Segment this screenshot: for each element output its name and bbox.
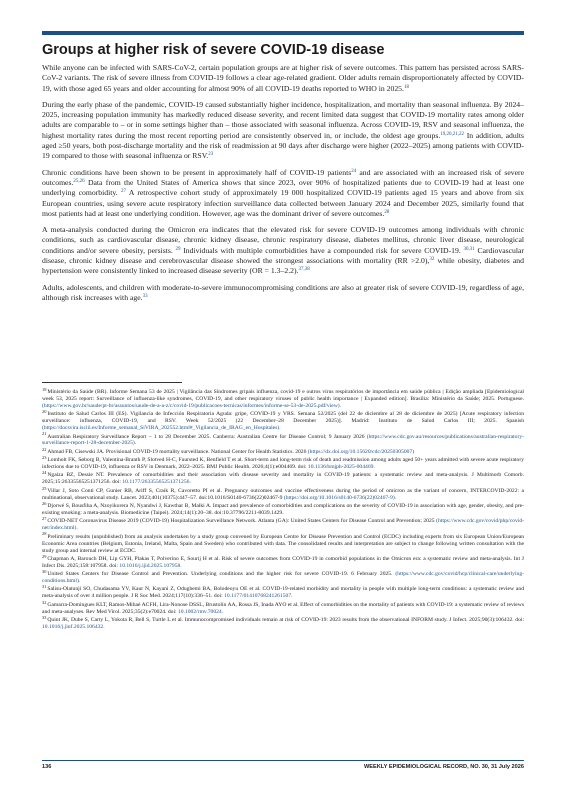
paragraph-text: while obesity, diabetes and hypertension were consistently linked to increased disease severity (OR = 1.3–2.2). [42, 256, 524, 276]
journal-name: WEEKLY EPIDEMIOLOGICAL RECORD, NO. 30, 31 July 2026 [364, 764, 524, 770]
footnote-link[interactable]: 10.1177/01410768241261507. [224, 593, 293, 600]
footnote-link[interactable]: 10.1177/26335565251371256. [122, 479, 191, 486]
paragraph-text: While anyone can be infected with SARS-CoV-2, certain population groups are at higher risk of severe outcomes. This pattern has persisted across SARS-CoV-2 variants. The risk of severe illness from COVID-19 follows a clear age-related gradient. Older adults remain disproportionately affected by COVID-19, with those aged 65 years and older accounting for almost 90% of all COVID-19 deaths reported to WHO in 2025. [42, 63, 524, 93]
reference-marker[interactable]: 32 [429, 257, 435, 263]
body-paragraph [42, 225, 524, 276]
reference-marker[interactable]: 37,38 [298, 267, 310, 273]
footnote-link[interactable]: (https://www.cdc.gov/covid/hcp/clinical-care/underlying-conditions.html). [42, 571, 524, 585]
footnote-text: Djorwé S, Bousfiha A, Nzoyikorera N, Nyandwi J, Kawthar B, Malki A. Impact and prevalence of comorbidities and complications on the severity of COVID-19 in association with age, gender, obesity, and pre-existing smoking: a meta-analysis. Biomedicine (Taipei). 2024;14(1):20–38. doi:10.37796/2211-8039.1429. [42, 503, 524, 516]
footnote-number: 22 [42, 446, 47, 452]
body-paragraph [42, 63, 524, 94]
paragraph-text: In addition, adults aged ≥50 years, both post-discharge mortality and the risk of readmission at 90 days after discharge were higher (2022–2025) among patients with COVID-19 compared to those with seasonal influenza or RSV. [42, 130, 524, 161]
footnote-link[interactable]: 10.1136/bmjph-2025-004469. [307, 464, 375, 471]
footnote-number: 30 [42, 568, 47, 574]
footnote-item [42, 568, 524, 585]
footnote-text: COVID-NET Coronavirus Disease 2019 (COVID-19) Hospitalization Surveillance Network. Atlanta (GA): United States Centers for Disease Control and Prevention; 2025 [47, 518, 435, 525]
footnote-item [42, 431, 524, 448]
footnote-number: 20 [42, 409, 47, 415]
footnote-item [42, 411, 524, 432]
reference-marker[interactable]: 23 [208, 152, 214, 158]
page-footer [42, 764, 524, 773]
paragraph-text: During the early phase of the pandemic, COVID-19 caused substantially higher incidence, hospitalization, and mortality than seasonal influenza. By 2024–2025, increasing population immunity has markedly reduced disease severity, and recent limited data suggest that COVID-19 mortality rates among older adults are comparable to – or in some settings higher than – those associated with seasonal influenza. Across COVID-19, RSV and seasonal influenza, the highest mortality rates during the most recent reporting period are consistently observed in, or include, the oldest age groups. [42, 99, 524, 140]
footnote-number: 32 [42, 599, 47, 605]
footnote-item [42, 485, 524, 502]
footnote-link[interactable]: (https://www.cdc.gov/covid/php/covid-net/index.html). [42, 518, 524, 532]
footnote-item [42, 446, 524, 456]
footnote-divider [42, 382, 182, 383]
paragraph-text: A meta-analysis conducted during the Omicron era indicates that the elevated risk for severe COVID-19 outcomes among individuals with chronic conditions, such as cardiovascular disease, chronic kidney disease, chronic respiratory disease, diabetes mellitus, chronic liver disease, neurological conditions and/or severe obesity, persists. [42, 225, 524, 255]
footnote-item [42, 454, 524, 471]
footnote-number: 18 [42, 386, 47, 392]
footnote-link[interactable]: (https://dx.doi.org/10.15620/cdc/20250305007) [307, 448, 415, 455]
reference-marker[interactable]: 18 [403, 84, 409, 90]
header-accent-bar [42, 31, 524, 35]
reference-marker[interactable]: 19,20,21,22 [440, 131, 465, 137]
section-title: Groups at higher risk of severe COVID-19 disease [42, 42, 385, 58]
paragraph-text: Data from the United States of America shows that since 2023, over 90% of hospitalized patients due to COVID-19 had at least one underlying comorbidity. [42, 177, 524, 198]
footnote-number: 33 [42, 614, 47, 620]
footnote-item [42, 472, 524, 486]
footnote-text: Salisu-Olatunji SO, Chudasama YV, Kaur N, Kayani Z, Odugbemi BA, Bolodeoyu OE et al. COVID-19-related morbidity and mortality in people with multiple long-term conditions: a systematic review and meta-analysis of over 4 million people. J R Soc Med. 2024;117(10):336–51. doi: [42, 586, 524, 600]
footnote-text: Villar J, Soto Conti CP, Gunier RB, Ariff S, Craik R, Cavoretto PI et al. Pregnancy outcomes and vaccine effectiveness during the period of omicron as the variant of concern, INTERCOVID-2022: a multinational, observational study. Lancet. 2023;401(10375):447–57. doi:10.1016/S0140-6736(22)02467-9 [42, 487, 524, 501]
footnote-number: 28 [42, 531, 47, 537]
body-paragraph [42, 168, 524, 219]
footnote-item [42, 531, 524, 555]
body-text [42, 63, 524, 309]
footnote-number: 25 [42, 485, 47, 491]
footnote-number: 21 [42, 431, 47, 437]
reference-marker[interactable]: 28 [384, 209, 390, 215]
paragraph-text: Cardiovascular disease, chronic kidney disease and cerebrovascular disease showed the strongest associations with mortality (RR >2.0), [42, 245, 524, 266]
footnote-text: Chapman A, Barouch DH, Lip GYH, Plakas T, Polverino E, Sourij H et al. Risk of severe outcomes from COVID-19 in comorbid populations in the Omicron era: a systematic review and meta-analysis. Int J Infect Dis. 2025;158:107958. doi: [42, 555, 524, 569]
footnotes-list [42, 386, 524, 632]
paragraph-text: A retrospective cohort study of approximately 19 000 hospitalized COVID-19 patients aged 15 years and above from six European countries, using severe acute respiratory infection surveillance data collected between January 2024 and December 2025, similarly found that most patients had at least one underlying condition. However, age was the dominant driver of severe outcomes. [42, 188, 524, 218]
footnote-number: 24 [42, 470, 47, 476]
footnote-text: Gamarra-Domingues KLT, Ramos-Mihaé ACFH, Lira-Nonose DSSL, Brustolin AA, Rossa JS, Inada AYO et al. Effect of comorbidities on the mortality of patients with COVID-19: a systematic review of reviews and meta-analyses. Rev Med Virol. 2025;35(2):e70024. doi: [42, 601, 524, 615]
footnote-link[interactable]: (https://doi.org/10.1016/s0140-6736(22)02467-9). [283, 494, 397, 501]
reference-marker[interactable]: 29 [175, 246, 181, 252]
footnote-text: Preliminary results (unpublished) from an analysis undertaken by a study group convened by European Centre for Disease Prevention and Control (ECDC) including experts from six European Union/European Economic Area countries (Belgium, Estonia, Ireland, Malta, Spain and Sweden) who contributed with data. The consolidated results and interpretation are subject to change following written consultation with the study group and internal review at ECDC. [42, 533, 524, 554]
footnote-item [42, 553, 524, 570]
footnote-text: Instituto de Salud Carlos III (ES). Vigilancia de Infección Respiratoria Aguda: gripe, COVID-19 y VRS. Semana 52/2025 (del 22 de diciembre al 28 de diciembre de 2025) [Acute respiratory infection surveillance: influenza, COVID-19, and RSV. Week 52/2025 (22 December–28 December 2025)]. Madrid: Instituto de Salud Carlos III; 2025. Spanish [42, 411, 524, 425]
footer-rule [42, 760, 524, 761]
footnote-text: United States Centers for Disease Control and Prevention. Underlying conditions and the higher risk for severe COVID-19. 6 February 2025. [47, 571, 393, 578]
reference-marker[interactable]: 30,31 [463, 246, 475, 252]
paragraph-text: Individuals with multiple comorbidities have a compounded risk for severe COVID-19. [180, 245, 464, 255]
footnote-item [42, 599, 524, 616]
paragraph-text: Chronic conditions have been shown to be present in approximately half of COVID-19 patients [42, 167, 352, 177]
body-paragraph [42, 100, 524, 162]
reference-marker[interactable]: 27 [120, 189, 126, 195]
footnote-item [42, 518, 524, 532]
footnote-link[interactable]: 10.1016/j.jinf.2025.106432. [42, 624, 105, 631]
footnote-text: Lomholt FK, Søborg B, Valentina-Branth P, Slotved H-C, Fuursted K, Benfield T et al. Short-term and long-term risk of death and readmission among adults aged 50+ years admitted with severe acute respiratory infections due to COVID-19, influenza or RSV in Denmark, 2022–2025. BMJ Public Health. 2026;4(1):e004469. doi: [42, 457, 524, 471]
page-number: 136 [42, 764, 52, 770]
footnote-item [42, 500, 524, 517]
footnote-number: 29 [42, 553, 47, 559]
reference-marker[interactable]: 24 [351, 168, 357, 174]
footnote-item [42, 386, 524, 410]
paragraph-text: Adults, adolescents, and children with moderate-to-severe immunocompromising conditions are also at greater risk of severe COVID-19, regardless of age, although risk increases with age. [42, 282, 524, 302]
footnote-text: Ahmad FB, Cisewski JA. Provisional COVID-19 mortality surveillance. National Center for Health Statistics. 2026 [47, 448, 307, 455]
footnote-text: Ministério da Saúde (BR). Informe Semana 53 de 2025 | Vigilância das Síndromes gripais influenza, covid-19 e outros vírus respiratórios de importância em saúde pública | Edição ampliada [Epidemiological week 53, 2025 report: Surveillance of influenza-like syndromes, COVID-19, and other respiratory viruses of public health importance | Expanded edition]. Brasília: Ministério da Saúde; 2025. Portuguese. [42, 389, 524, 402]
footnote-number: 23 [42, 454, 47, 460]
footnote-text: Ngaiza BZ, Dessie NT. Prevalence of comorbidities and their association with disease severity and mortality in COVID-19 patients: a systematic review and meta-analysis. J Multimorb Comorb. 2025;15:26335565251371256. doi: [42, 472, 524, 486]
footnote-text: Australian Respiratory Surveillance Report – 1 to 28 December 2025. Canberra: Australian Centre for Disease Control; 9 January 2026 [47, 433, 365, 440]
footnote-link[interactable]: 10.1002/rmv.70024. [177, 608, 224, 615]
reference-marker[interactable]: 33 [142, 293, 148, 299]
footnote-number: 27 [42, 516, 47, 522]
footnote-number: 31 [42, 584, 47, 590]
footnote-link[interactable]: (https://www.gov.br/saude/pt-br/assuntos/saude-de-a-a-z/c/covid-19/publicacoes-tecnicas/informes/informe-se-53-de-2025.pdf/view). [42, 402, 342, 409]
footnote-item [42, 586, 524, 600]
footnote-text: Quint JK, Dube S, Carty L, Yokota R, Bell S, Turtle L et al. Immunocompromised individuals remain at risk of COVID-19: 2023 results from the observational INFORM study. J Infect. 2025;90(3):106432. doi: [47, 617, 524, 624]
body-paragraph [42, 283, 524, 304]
footnote-item [42, 614, 524, 631]
paragraph-text: and are associated with an increased risk of severe outcomes. [42, 167, 524, 187]
footnote-link[interactable]: (https://www.cdc.gov.au/resources/publications/australian-respiratory-surveillance-report-1-28-december-2025). [42, 433, 524, 447]
footnote-link[interactable]: (https://docsvira.isciii.es/Informe_semanal_SiVIRA_202552.html#_Vigilancia_de_IRAG_en_Hospitales). [42, 425, 281, 432]
footnote-number: 26 [42, 500, 47, 506]
footnote-link[interactable]: 10.1016/j.ijid.2025.107958. [119, 562, 182, 569]
reference-marker[interactable]: 25,26 [73, 178, 85, 184]
